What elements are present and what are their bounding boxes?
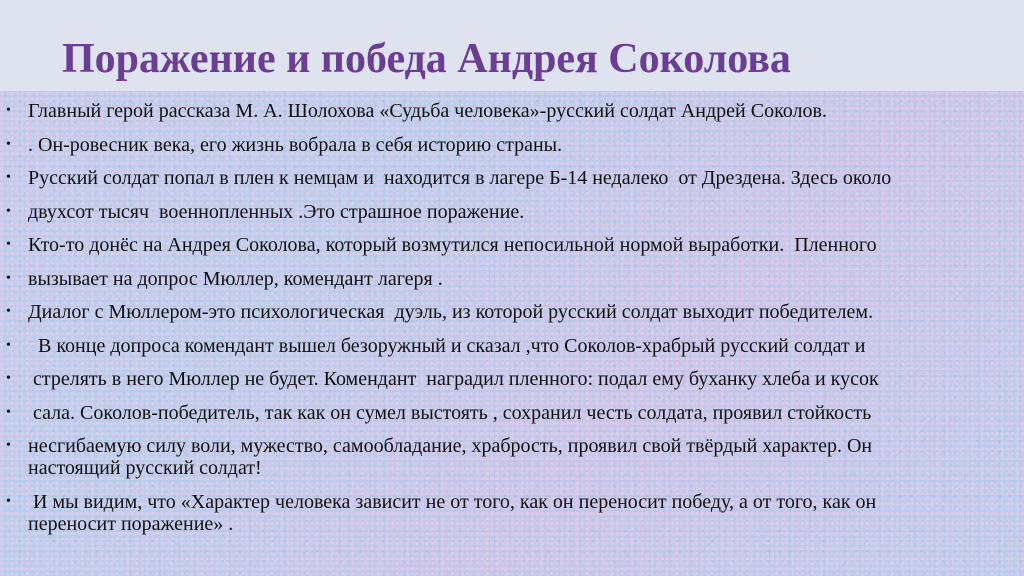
bullet-icon: • xyxy=(6,203,11,219)
bullet-text: Кто-то донёс на Андрея Соколова, который возмутился непосильной нормой выработки. Пленного xyxy=(28,234,877,256)
bullet-icon: • xyxy=(6,304,11,319)
bullet-item xyxy=(6,268,1006,290)
bullet-item xyxy=(6,435,1006,479)
bullet-item xyxy=(6,402,1006,424)
bullet-item xyxy=(6,234,1006,256)
bullet-text: И мы видим, что «Характер человека зависит не от того, как он переносит победу, а от того, как он переносит поражение» . xyxy=(28,490,877,535)
bullet-text: вызывает на допрос Мюллер, комендант лагеря . xyxy=(28,267,443,290)
bullet-icon: • xyxy=(6,270,11,286)
bullet-icon: • xyxy=(6,438,11,453)
bullet-text: стрелять в него Мюллер не будет. Комендант наградил пленного: подал ему буханку хлеба и кусок xyxy=(28,368,879,390)
bullet-icon: • xyxy=(6,103,11,118)
bullet-icon: • xyxy=(6,404,11,420)
bullet-text: Русский солдат попал в плен к немцам и находится в лагере Б-14 недалеко от Дрездена. Здесь около xyxy=(28,167,892,189)
bullet-icon: • xyxy=(6,237,11,252)
title-bar xyxy=(0,0,1024,91)
bullet-icon: • xyxy=(6,493,11,509)
bullet-item xyxy=(6,134,1006,156)
bullet-item xyxy=(6,201,1006,223)
bullet-item xyxy=(6,491,1006,535)
bullet-text: двухсот тысяч военнопленных .Это страшное поражение. xyxy=(28,200,525,223)
bullet-item xyxy=(6,301,1006,323)
bullet-item xyxy=(6,100,1006,122)
slide-title: Поражение и победа Андрея Соколова xyxy=(62,36,791,82)
bullet-item xyxy=(6,368,1006,390)
bullet-text: . Он-ровесник века, его жизнь вобрала в себя историю страны. xyxy=(28,133,563,156)
bullet-text: сала. Соколов-победитель, так как он сумел выстоять , сохранил честь солдата, проявил стойкость xyxy=(28,401,872,424)
bullet-text: несгибаемую силу воли, мужество, самообладание, храбрость, проявил свой твёрдый характер. Он настоящий русский солдат! xyxy=(28,435,873,479)
bullet-icon: • xyxy=(6,136,11,152)
bullet-text: В конце допроса комендант вышел безоружный и сказал ,что Соколов-храбрый русский солдат и xyxy=(28,334,866,357)
bullet-icon: • xyxy=(6,170,11,185)
bullet-icon: • xyxy=(6,337,11,353)
bullet-text: Главный герой рассказа М. А. Шолохова «Судьба человека»-русский солдат Андрей Соколов. xyxy=(28,100,827,122)
bullet-text: Диалог с Мюллером-это психологическая дуэль, из которой русский солдат выходит победителем. xyxy=(28,301,874,323)
bullet-item xyxy=(6,335,1006,357)
bullet-icon: • xyxy=(6,371,11,386)
bullet-item xyxy=(6,167,1006,189)
bullet-list xyxy=(6,100,1006,546)
